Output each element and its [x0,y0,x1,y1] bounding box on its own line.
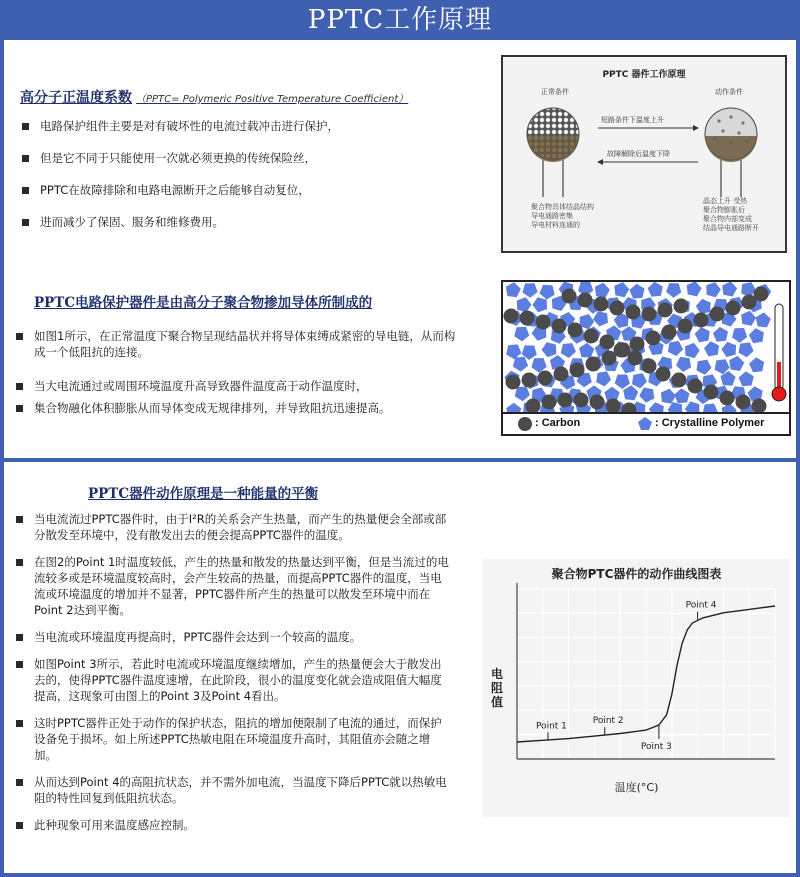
section1-heading-text: 高分子正温度系数 [20,90,132,106]
carbon-particle [520,311,535,326]
carbon-particle [594,297,609,312]
carbon-particle [568,323,583,338]
carbon-particle [570,363,585,378]
polymer-crystal [615,375,630,390]
carbon-particle [630,337,645,352]
polymer-crystal [632,373,647,388]
note-line: 聚合物膨胀后 [703,206,745,214]
section1-bullets [18,118,488,230]
list-item: 集合物融化体积膨胀从而导体变成无规律排列，并导致阻抗迅速提高。 [12,400,457,416]
annotation-label: Point 4 [685,600,717,611]
polymer-crystal [595,283,610,298]
list-item: 但是它不同于只能使用一次就必须更换的传统保险丝， [18,150,488,166]
section3-heading: PPTC器件动作原理是一种能量的平衡 [88,486,319,502]
section1-heading [20,87,408,107]
polymer-crystal [614,282,629,297]
arrow-bottom-label: 故障解除后温度下降 [607,150,670,158]
page-title: PPTC工作原理 [307,5,493,35]
trip-condition-label: 动作条件 [715,88,743,96]
carbon-particle [736,395,751,410]
polymer-crystal [661,389,676,404]
top-panel [4,40,796,458]
carbon-particle [590,395,605,410]
polymer-crystal [696,299,711,314]
polymer-crystal [706,282,721,297]
polymer-crystal [522,283,537,298]
list-item: 这时PPTC器件正处于动作的保护状态，阻抗的增加便限制了电流的通过，而保护设备免于损坏。如上所述PPTC热敏电阻在环境温度升高时，其阻值亦会随之增加。 [12,715,452,763]
normal-condition-label: 正常条件 [541,88,569,96]
carbon-particle [602,351,617,366]
polymer-crystal [741,311,756,326]
polymer-crystal [514,327,529,342]
carbon-particle [554,367,569,382]
polymer-crystal [561,343,576,358]
annotation-label: Point 1 [535,721,567,732]
polymer-crystal [722,282,737,297]
note-line: 聚合物具体结晶结构 [531,203,594,211]
list-item: 此种现象可用来温度感应控制。 [12,817,452,833]
polymer-crystal [629,284,644,299]
polymer-crystal [732,328,747,343]
carbon-particle [536,315,551,330]
polymer-crystal [721,342,736,357]
title-bar [0,0,800,40]
polymer-legend-icon [638,417,652,430]
polymer-crystal [540,285,555,300]
polymer-carbon-drawing [503,282,791,416]
polymer-crystal [666,283,681,298]
list-item: 当电流或环境温度再提高时，PPTC器件会达到一个较高的温度。 [12,629,452,645]
ptc-curve-chart [483,559,790,817]
annotation-label: Point 2 [592,716,624,727]
carbon-particle [646,331,661,346]
legend-carbon: : Carbon [535,417,581,429]
polymer-crystal [668,341,683,356]
polymer-crystal [517,297,532,312]
polymer-crystal [531,358,546,373]
trip-note [703,197,759,233]
carbon-particle [552,319,567,334]
carbon-particle [710,307,725,322]
carbon-particle [662,325,677,340]
note-line: 聚合物内部变成 [703,215,752,223]
list-item: 当大电流通过或周围环境温度升高导致器件温度高于动作温度时， [12,378,457,394]
polymer-crystal [749,328,764,343]
carbon-particle [678,319,693,334]
polymer-crystal [739,371,754,386]
note-line: 结晶导电通路断开 [703,224,759,232]
chart-plot [483,559,790,817]
carbon-particle [522,373,537,388]
carbon-particle [642,359,657,374]
polymer-crystal [687,282,702,296]
normal-note [531,203,594,230]
carbon-particle [586,357,601,372]
carbon-particle [626,305,641,320]
carbon-particle [538,371,553,386]
polymer-crystal [648,282,663,297]
section2-bullets [12,328,457,416]
polymer-crystal [697,360,712,375]
polymer-crystal [513,357,528,372]
polymer-carbon-figure [501,280,791,436]
carbon-particle [542,395,557,410]
carbon-particle [656,367,671,382]
chart-xlabel: 温度(°C) [614,781,659,794]
polymer-crystal [676,357,691,372]
list-item: 如图1所示，在正常温度下聚合物呈现结晶状并将导体束缚成紧密的导电链，从而构成一个低阻抗的连接。 [12,328,457,360]
note-line: 导电材料连通的 [531,221,580,229]
list-item: 当电流流过PPTC器件时，由于I²R的关系会产生热量，而产生的热量便会全部或部分散发至环境中，没有散发出去的便会提高PPTC器件的温度。 [12,511,452,543]
list-item: 电路保护组件主要是对有破坏性的电流过载冲击进行保护， [18,118,488,134]
carbon-particle [658,303,673,318]
note-line: 晶态上升 受热 [703,197,748,205]
list-item: 从而达到Point 4的高阻抗状态，并不需外加电流，当温度下降后PPTC就以热敏电阻的特性回复到低阻抗状态。 [12,774,452,806]
carbon-particle [584,329,599,344]
chart-title: 聚合物PTC器件的动作曲线图表 [551,567,722,581]
polymer-crystal [639,388,654,403]
carbon-particle [674,299,689,314]
polymer-crystal [593,311,608,326]
polymer-crystal [729,356,744,371]
polymer-crystal [580,314,595,329]
carbon-particle [754,287,769,302]
legend-polymer: : Crystalline Polymer [655,417,765,429]
figure2-legend [503,412,789,434]
pptc-principle-figure [501,55,787,253]
polymer-crystal [749,357,764,372]
carbon-particle [506,375,521,390]
carbon-particle [704,385,719,400]
section2-heading: PPTC电路保护器件是由高分子聚合物掺加导体所制成的 [34,295,373,311]
carbon-particle [504,309,519,324]
carbon-particle [610,301,625,316]
arrow-top-label: 短路条件下温度上升 [601,116,664,124]
carbon-particle [578,293,593,308]
carbon-particle [720,391,735,406]
polymer-crystal [704,341,719,356]
polymer-crystal [506,344,521,359]
polymer-crystal [579,343,594,358]
bottom-panel [4,462,796,873]
note-line: 导电通路密集 [531,212,573,220]
carbon-particle [726,301,741,316]
list-item: 在图2的Point 1时温度较低，产生的热量和散发的热量达到平衡，但是当流过的电流较多或是环境温度较高时，会产生较高的热量，而提高PPTC器件的温度，当电流或环境温度的增加并不显著，PPTC器件所产生的热量可以散发至环境中而在Point 2达到平衡。 [12,554,452,618]
carbon-particle [694,313,709,328]
polymer-crystal [739,342,754,357]
carbon-particle [562,289,577,304]
section3-bullets [12,511,452,833]
polymer-crystal [713,327,728,342]
figure1-title: PPTC 器件工作原理 [602,70,686,80]
carbon-particle [600,335,615,350]
polymer-crystal [532,297,547,312]
polymer-crystal [506,282,521,297]
thermometer-bulb [772,387,786,401]
carbon-legend-icon [518,417,532,431]
polymer-crystal [623,385,638,400]
carbon-particle [558,393,573,408]
carbon-particle [616,343,631,358]
section1-heading-sub: （PPTC= Polymeric Positive Temperature Coefficient） [136,94,409,105]
carbon-particle [642,307,657,322]
polymer-crystal [542,342,557,357]
list-item: PPTC在故障排除和电路电源断开之后能够自动复位， [18,182,488,198]
polymer-crystal [515,386,530,401]
carbon-particle [688,379,703,394]
polymer-crystal [674,388,689,403]
carbon-particle [574,393,589,408]
thermometer-level [777,362,781,390]
polymer-crystal [756,313,771,328]
annotation-label: Point 3 [640,742,672,752]
carbon-particle [672,373,687,388]
list-item: 如图Point 3所示，若此时电流或环境温度继续增加，产生的热量便会大于散发出去的，使得PPTC器件温度速增，在此阶段，很小的温度变化就会造成阻值大幅度提高，这现象可由图上的Point 3及Point 4看出。 [12,656,452,704]
polymer-crystal [695,327,710,342]
list-item: 进而减少了保固、服务和维修费用。 [18,214,488,230]
chart-ylabel: 电阻值 [491,667,504,709]
polymer-crystal [596,371,611,386]
polymer-crystal [685,343,700,358]
